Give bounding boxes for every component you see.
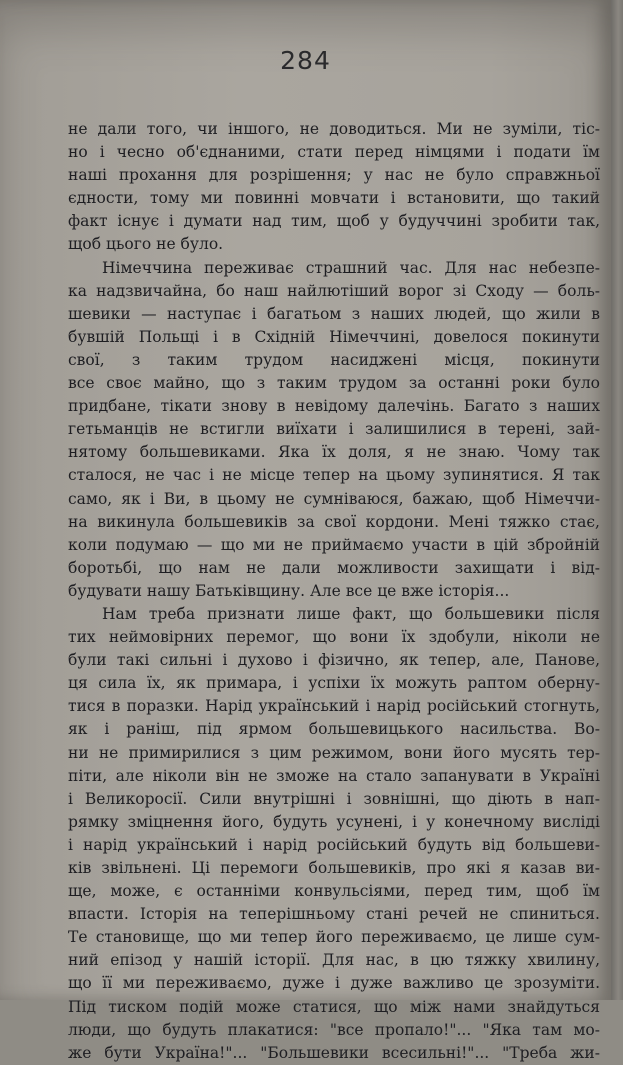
text-line: рямку зміцнення його, будуть усунені, і у конечному висліді (68, 812, 600, 831)
text-line: ний епізод у нашій історії. Для нас, в цю тяжку хвилину, (68, 951, 600, 970)
text-line: придбане, тікати знову в невідому далечінь. Багато з наших (68, 397, 600, 416)
page-number: 284 (280, 46, 331, 75)
text-line: єдности, тому ми повинні мовчати і встановити, що такий (68, 189, 600, 208)
text-line: но і чесно об'єднаними, стати перед німцями і подати їм (68, 143, 600, 162)
text-line: нятому большевиками. Яка їх доля, я не знаю. Чому так (68, 443, 600, 462)
text-line: ще, може, є останніми конвульсіями, перед тим, щоб їм (68, 882, 600, 901)
text-line: піти, але ніколи він не зможе на стало запанувати в Україні (68, 766, 600, 785)
text-line: сталося, не час і не місце тепер на цьому зупинятися. Я так (68, 466, 600, 485)
text-line: гетьманців не встигли виїхати і залишилися в терені, зай- (68, 420, 600, 439)
text-line: боротьбі, що нам не дали можливости захищати і від- (68, 558, 600, 577)
text-line: тися в поразки. Нарід український і нарід російський стогнуть, (68, 697, 600, 716)
text-line: що її ми переживаємо, дуже і дуже важливо це зрозуміти. (68, 974, 600, 993)
text-line: і нарід український і нарід російський будуть від большеви- (68, 835, 600, 854)
body-text (68, 118, 600, 1065)
text-line: на викинула большевиків за свої кордони. Мені тяжко стає, (68, 512, 600, 531)
text-line: будувати нашу Батьківщину. Але все це вже історія... (68, 581, 510, 600)
text-line: шевики — наступає і багатьом з наших людей, що жили в (68, 304, 600, 323)
text-line: Нам треба признати лише факт, що большевики після (102, 604, 600, 623)
text-line: щоб цього не було. (68, 235, 224, 254)
text-line: же бути Україна!"... "Большевики всесильні!"... "Треба жи- (68, 1043, 600, 1062)
text-line: бувшій Польщі і в Східній Німеччині, довелося покинути (68, 327, 600, 346)
text-line: все своє майно, що з таким трудом за останні роки було (68, 374, 600, 393)
text-line: коли подумаю — що ми не приймаємо участи в цій збройній (68, 535, 600, 554)
text-line: Те становище, що ми тепер його переживаємо, це лише сум- (68, 928, 600, 947)
text-line: і Великоросії. Сили внутрішні і зовнішні, що діють в нап- (68, 789, 600, 808)
text-line: свої, з таким трудом насиджені місця, покинути (68, 350, 600, 369)
text-line: Німеччина переживає страшний час. Для нас небезпе- (102, 258, 600, 277)
text-line: як і раніш, під ярмом большевицького насильства. Во- (68, 720, 600, 739)
text-line: не дали того, чи іншого, не доводиться. Ми не зуміли, тіс- (68, 120, 600, 138)
text-line: тих неймовірних перемог, що вони їх здобули, ніколи не (68, 628, 600, 647)
text-line: впасти. Історія на теперішньому стані речей не спиниться. (68, 905, 600, 924)
text-line: Під тиском подій може статися, що між нами знайдуться (68, 997, 600, 1016)
text-line: ків звільнені. Ці перемоги большевиків, про які я казав ви- (68, 859, 600, 877)
text-line: наші прохання для розрішення; у нас не було справжньої (68, 166, 600, 185)
adjacent-page-edge (611, 0, 623, 1000)
text-line: ни не примирилися з цим режимом, вони його мусять тер- (68, 743, 600, 762)
text-line: ка надзвичайна, бо наш найлютіший ворог зі Сходу — боль- (68, 281, 600, 300)
text-line: факт існує і думати над тим, щоб у будуччині зробити так, (68, 212, 600, 231)
text-line: люди, що будуть плакатися: "все пропало!"... "Яка там мо- (68, 1020, 600, 1039)
text-line: були такі сильні і духово і фізично, як тепер, але, Панове, (68, 651, 600, 670)
text-line: ця сила їх, як примара, і успіхи їх можуть раптом оберну- (68, 674, 600, 693)
text-line: само, як і Ви, в цьому не сумніваюся, бажаю, щоб Німеччи- (68, 489, 600, 508)
